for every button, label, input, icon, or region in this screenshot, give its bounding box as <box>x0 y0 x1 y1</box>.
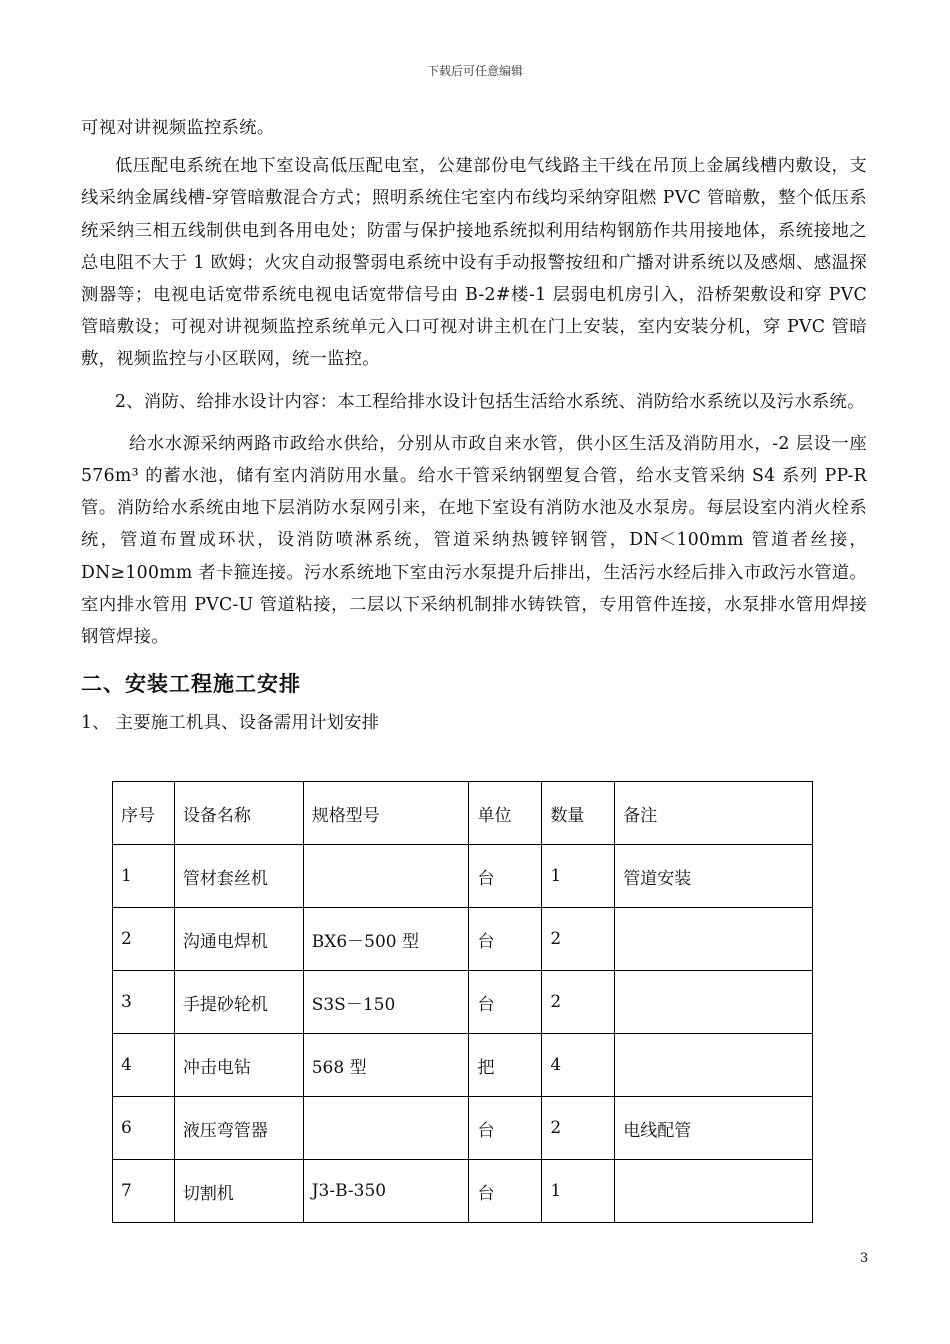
table-cell <box>615 971 813 1034</box>
header-cell: 数量 <box>542 782 615 845</box>
table-row <box>113 1034 813 1097</box>
header-cell: 单位 <box>469 782 542 845</box>
table-cell: 沟通电焊机 <box>174 908 303 971</box>
table-cell: 管材套丝机 <box>174 845 303 908</box>
table-cell <box>615 1034 813 1097</box>
table-cell: 4 <box>113 1034 175 1097</box>
table-cell: 台 <box>469 908 542 971</box>
table-cell: 手提砂轮机 <box>174 971 303 1034</box>
table-cell <box>303 845 469 908</box>
table-row <box>113 1160 813 1223</box>
document-body <box>81 112 867 739</box>
table-cell: 3 <box>113 971 175 1034</box>
table-cell: 2 <box>542 908 615 971</box>
paragraph-3: 2、消防、给排水设计内容：本工程给排水设计包括生活给水系统、消防给水系统以及污水系统。 <box>115 391 865 412</box>
table-header-row <box>113 782 813 845</box>
table-cell: 2 <box>113 908 175 971</box>
table-cell: S3S－150 <box>303 971 469 1034</box>
page-header: 下载后可任意编辑 <box>426 64 523 78</box>
table-cell <box>615 1160 813 1223</box>
table-cell: 液压弯管器 <box>174 1097 303 1160</box>
header-cell: 序号 <box>113 782 175 845</box>
table-cell: 6 <box>113 1097 175 1160</box>
table-cell: 4 <box>542 1034 615 1097</box>
table-cell: 台 <box>469 971 542 1034</box>
table-cell: 1 <box>542 1160 615 1223</box>
table-cell: 568 型 <box>303 1034 469 1097</box>
table-cell: 7 <box>113 1160 175 1223</box>
table-cell: J3-B-350 <box>303 1160 469 1223</box>
header-cell: 备注 <box>615 782 813 845</box>
table-cell: 台 <box>469 1160 542 1223</box>
table-row <box>113 908 813 971</box>
page-number: 3 <box>860 1251 869 1266</box>
table-row <box>113 845 813 908</box>
paragraph-1: 可视对讲视频监控系统。 <box>81 118 275 138</box>
table-row <box>113 1097 813 1160</box>
paragraph-4: 给水水源采纳两路市政给水供给，分别从市政自来水管，供小区生活及消防用水，-2 层设一座 576m³ 的蓄水池，储有室内消防用水量。给水干管采纳钢塑复合管，给水支管采纳 S4 系列 PP-R 管。消防给水系统由地下层消防水泵网引来，在地下室设有消防水池及水泵房。每层设室内消火栓系统，管道布置成环状，设消防喷淋系统，管道采纳热镀锌钢管，DN＜100mm 管道者丝接，DN≥100mm 者卡箍连接。污水系统地下室由污水泵提升后排出，生活污水经后排入市政污水管道。室内排水管用 PVC-U 管道粘接，二层以下采纳机制排水铸铁管，专用管件连接，水泵排水管用焊接钢管焊接。 <box>81 433 867 648</box>
equipment-table <box>112 781 813 1223</box>
section-title: 二、安装工程施工安排 <box>81 672 301 697</box>
table-cell: 电线配管 <box>615 1097 813 1160</box>
table-cell: 把 <box>469 1034 542 1097</box>
table-row <box>113 971 813 1034</box>
table-cell: 1 <box>113 845 175 908</box>
table-cell: 台 <box>469 845 542 908</box>
table-cell: 台 <box>469 1097 542 1160</box>
table-cell: 管道安装 <box>615 845 813 908</box>
table-cell: 2 <box>542 971 615 1034</box>
table-cell <box>303 1097 469 1160</box>
table-cell <box>615 908 813 971</box>
table-cell: 2 <box>542 1097 615 1160</box>
table-cell: BX6－500 型 <box>303 908 469 971</box>
table-cell: 冲击电钻 <box>174 1034 303 1097</box>
header-cell: 设备名称 <box>174 782 303 845</box>
table-cell: 1 <box>542 845 615 908</box>
paragraph-2: 低压配电系统在地下室设高低压配电室，公建部份电气线路主干线在吊顶上金属线槽内敷设，支线采纳金属线槽-穿管暗敷混合方式；照明系统住宅室内布线均采纳穿阻燃 PVC 管暗敷，整个低压系统采纳三相五线制供电到各用电处；防雷与保护接地系统拟利用结构钢筋作共用接地体，系统接地之总电阻不大于 1 欧姆；火灾自动报警弱电系统中设有手动报警按纽和广播对讲系统以及感烟、感温探测器等；电视电话宽带系统电视电话宽带信号由 B-2#楼-1 层弱电机房引入，沿桥架敷设和穿 PVC 管暗敷设；可视对讲视频监控系统单元入口可视对讲主机在门上安装，室内安装分机，穿 PVC 管暗敷，视频监控与小区联网，统一监控。 <box>81 156 867 370</box>
table-cell: 切割机 <box>174 1160 303 1223</box>
section-subtitle: 1、 主要施工机具、设备需用计划安排 <box>81 713 380 734</box>
header-cell: 规格型号 <box>303 782 469 845</box>
